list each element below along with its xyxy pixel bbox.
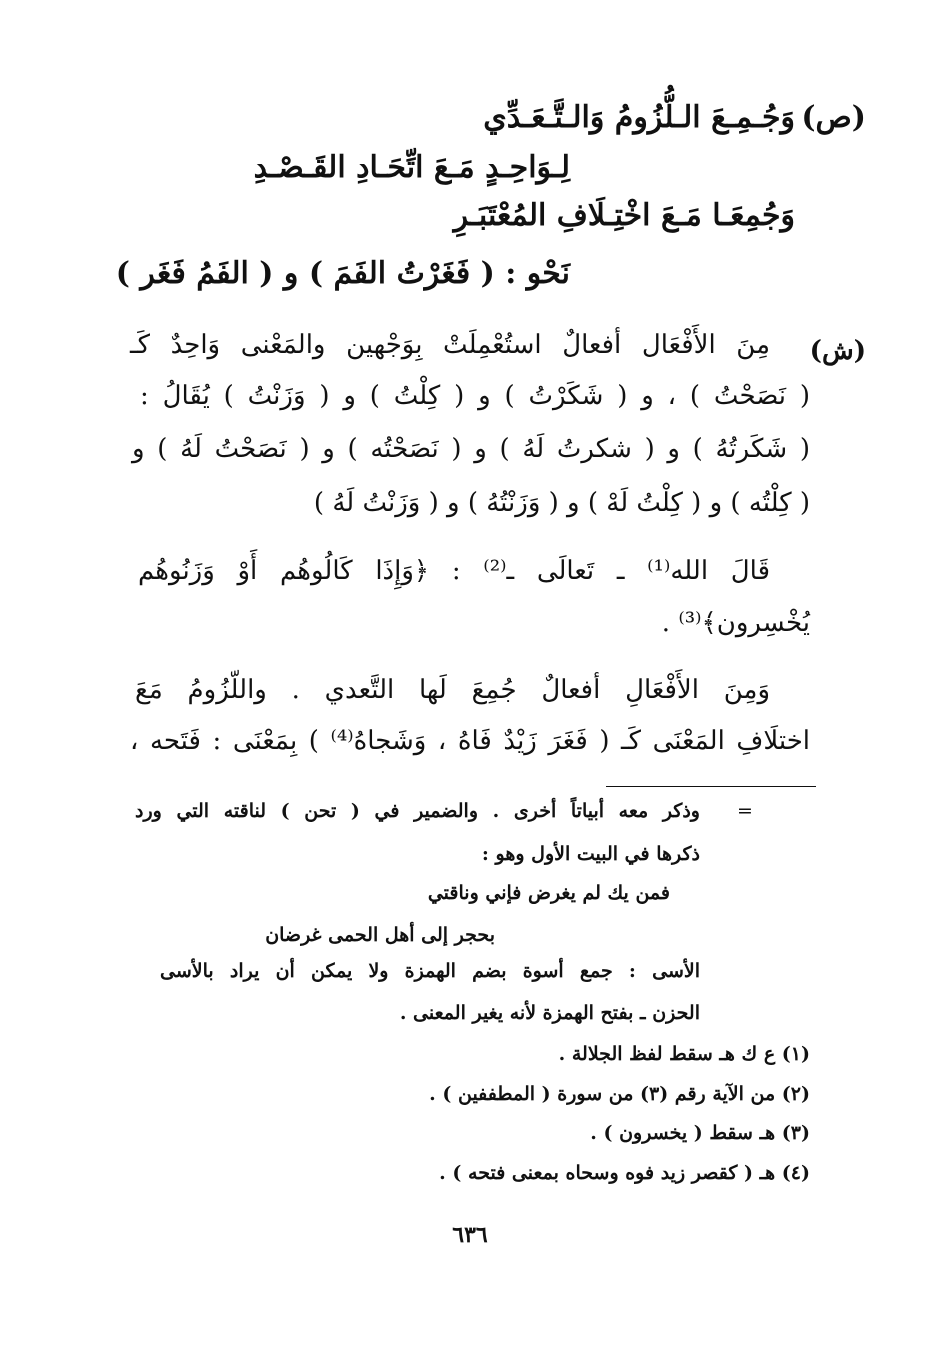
footnote-4: (٤) هـ ( كقصر زيد فوه وسحاه بمعنى فتحه ) . <box>439 1162 810 1184</box>
footnote-1: (١) ع ك هـ سقط لفظ الجلالة . <box>558 1043 810 1065</box>
paragraph2-line-2: يُخْسِرون﴾⁽³⁾ . <box>661 608 810 638</box>
verse-line-4: نَحْو : ( فَغَرْتُ الفَمَ ) و ( الفَمُ فَغَر ) <box>115 256 570 291</box>
continuation-mark: = <box>737 800 753 822</box>
footnote-poem-line-1: فمن يك لم يغرض فإني وناقتي <box>427 882 670 904</box>
paragraph1-line-3: ( شَكَرتُهُ ) و ( شكرتُ لَهُ ) و ( نَصَحْتُه ) و ( نَصَحْتُ لَهُ ) و <box>132 434 810 464</box>
verse-line-3: وَجُمِعَـا مَـعَ اخْتِـلَافِ المُعْتَبَـرِ <box>453 198 795 233</box>
paragraph1-line-2: ( نَصَحْتُ ) ، و ( شَكَرْتُ ) و ( كِلْتُ ) و ( وَزَنْتُ ) يُقَالُ : <box>140 381 810 411</box>
verse-marker: (ص) <box>801 100 866 135</box>
footnote-poem-line-2: بحجر إلى أهل الحمى غرضان <box>265 924 495 946</box>
paragraph1-line-1: مِنَ الأَفْعَال أفعالٌ استُعْمِلَتْ بِوَجْهين والمَعْنى وَاحِدٌ كَـ <box>130 330 770 360</box>
footnote-2: (٢) من الآية رقم (٣) من سورة ( المطففين ) . <box>429 1083 810 1105</box>
paragraph2-line-1: قَالَ الله⁽¹⁾ ـ تَعالَى ـ⁽²⁾ : ﴿وَإِذَا كَالُوهُم أَوْ وَزَنُوهُم <box>138 556 771 586</box>
footnote-continuation-1: وذكر معه أبياتاً أخرى . والضمير في ( تحن ) لناقته التي ورد <box>135 800 700 822</box>
commentary-marker: (ش) <box>809 336 866 366</box>
footnote-continuation-3: الأسى : جمع أسوة بضم الهمزة ولا يمكن أن يراد بالأسى <box>160 960 700 982</box>
page-number: ٦٣٦ <box>452 1222 488 1248</box>
verse-line-2: لِـوَاحِـدٍ مَـعَ اتِّحَـادِ القَـصْـدِ <box>253 150 570 185</box>
paragraph1-line-4: ( كِلْتُه ) و ( كِلْتُ لَهْ ) و ( وَزَنْتُهُ ) و ( وَزَنْتُ لَهُ ) <box>313 488 810 518</box>
verse-line-1: وَجُـمِـعَ الـلُّزُومُ وَالـتَّـعَـدِّي <box>483 100 795 135</box>
footnote-divider <box>606 786 816 787</box>
paragraph3-line-2: اختلَافِ المَعْنَى كَـ ( فَغَرَ زَيْدٌ فَاهُ ، وَشَجاهُ⁽⁴⁾ ) بِمَعْنَى : فَتَحه ، <box>130 726 811 756</box>
footnote-continuation-2: ذكرها في البيت الأول وهو : <box>481 843 700 865</box>
footnote-3: (٣) هـ سقط ( يخسرون ) . <box>590 1122 810 1144</box>
footnote-continuation-4: الحزن ـ بفتح الهمزة لأنه يغير المعنى . <box>399 1002 700 1024</box>
paragraph3-line-1: وَمِنَ الأَفْعَالِ أفعالٌ جُمِعَ لَها التَّعدي . واللّزُومُ مَعَ <box>135 675 770 705</box>
